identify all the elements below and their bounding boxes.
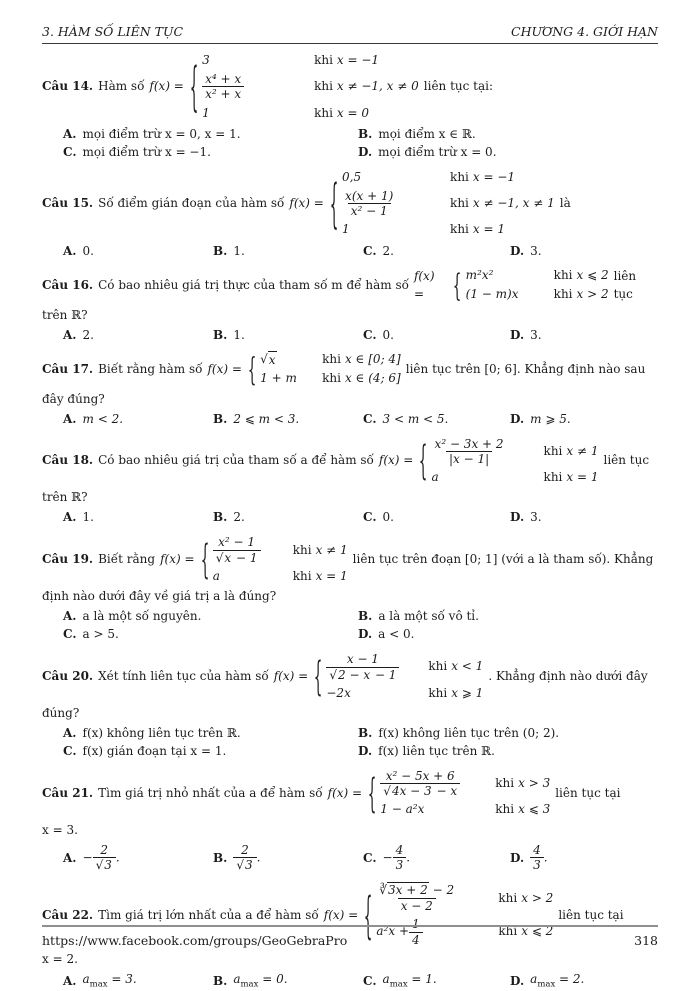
case-keyword: khi bbox=[292, 568, 312, 583]
option-label: A. bbox=[63, 725, 77, 740]
question-line bbox=[42, 435, 658, 488]
option-label: D. bbox=[510, 243, 525, 258]
option-value: a là một số nguyên. bbox=[82, 609, 202, 624]
case-condition: x ⩾ 1 bbox=[451, 685, 484, 700]
case-keyword: khi bbox=[498, 924, 518, 939]
option-label: A. bbox=[63, 510, 77, 525]
answer-options bbox=[42, 724, 658, 760]
option-label: D. bbox=[510, 850, 525, 865]
option-value: m < 2. bbox=[82, 411, 124, 426]
case-row bbox=[202, 51, 419, 70]
option-value: m ⩾ 5. bbox=[530, 411, 571, 426]
case-keyword: khi bbox=[543, 443, 563, 458]
case-row bbox=[380, 767, 550, 801]
option-label: C. bbox=[363, 411, 377, 426]
option-value: 3. bbox=[530, 243, 542, 258]
case-row bbox=[466, 267, 609, 286]
left-brace: { bbox=[367, 769, 377, 817]
case-condition: x = 1 bbox=[566, 470, 599, 485]
case-condition: x ≠ −1, x ≠ 0 bbox=[336, 79, 419, 94]
option-label: B. bbox=[358, 126, 373, 141]
case-keyword: khi bbox=[322, 371, 341, 386]
radical-sign: √ bbox=[215, 550, 224, 565]
fraction: $\frac{2}{√3}$ bbox=[93, 843, 116, 873]
case-row bbox=[466, 286, 609, 305]
question-17 bbox=[42, 351, 658, 428]
case-keyword: khi bbox=[450, 195, 469, 210]
function-notation: f(x) = bbox=[413, 269, 435, 301]
option-label: D. bbox=[510, 510, 525, 525]
case-value: 0,5 bbox=[342, 169, 362, 184]
option-b bbox=[358, 607, 658, 625]
fraction: $\frac{\text{x² − 3x + 2}}{|x - 1|}$ bbox=[434, 436, 504, 466]
left-brace: { bbox=[247, 350, 257, 389]
option-value: mọi điểm trừ x = 0, x = 1. bbox=[82, 126, 241, 141]
question-label: Câu 21. bbox=[42, 785, 94, 800]
question-continuation: trên ℝ? bbox=[42, 490, 88, 505]
option-b bbox=[213, 970, 363, 991]
case-keyword: khi bbox=[314, 79, 333, 94]
question-text: Tìm giá trị lớn nhất của a để hàm số bbox=[98, 907, 319, 922]
case-keyword: khi bbox=[314, 52, 333, 67]
option-value: 2. bbox=[233, 510, 245, 525]
case-value: a bbox=[431, 470, 439, 485]
option-label: D. bbox=[358, 144, 373, 159]
case-keyword: khi bbox=[322, 352, 341, 367]
option-b bbox=[213, 410, 363, 428]
case-row bbox=[432, 435, 599, 469]
radical-sign: √ bbox=[236, 858, 244, 873]
option-label: D. bbox=[510, 973, 525, 988]
case-keyword: khi bbox=[553, 287, 573, 302]
question-continuation: trên ℝ? bbox=[42, 307, 88, 322]
page-footer bbox=[42, 925, 658, 948]
option-label: C. bbox=[63, 627, 77, 642]
case-condition: x ∈ [0; 4] bbox=[344, 352, 401, 367]
option-label: B. bbox=[213, 243, 228, 258]
option-b bbox=[358, 125, 658, 143]
left-brace: { bbox=[189, 55, 199, 118]
case-keyword: khi bbox=[498, 890, 518, 905]
option-b bbox=[213, 326, 363, 344]
fraction: $\frac{x(x + 1)}{\text{x² − 1}}$ bbox=[345, 188, 394, 219]
piecewise-function bbox=[247, 351, 401, 389]
option-value: $a_{max} = 0$. bbox=[233, 972, 288, 990]
option-value: mọi điểm trừ x = −1. bbox=[82, 144, 211, 159]
option-value: mọi điểm x ∈ ℝ. bbox=[378, 126, 476, 141]
question-label: Câu 17. bbox=[42, 361, 94, 376]
case-row bbox=[342, 187, 555, 221]
case-row bbox=[213, 533, 348, 567]
case-keyword: khi bbox=[543, 470, 563, 485]
option-b bbox=[213, 841, 363, 875]
question-label: Câu 18. bbox=[42, 453, 94, 468]
option-value: 0. bbox=[382, 327, 394, 342]
case-condition: x > 3 bbox=[518, 776, 551, 791]
case-condition: x ≠ −1, x ≠ 1 bbox=[472, 195, 555, 210]
option-a bbox=[63, 970, 213, 991]
answer-options bbox=[42, 841, 658, 875]
case-value: 1 − a²x bbox=[380, 802, 425, 817]
option-c bbox=[363, 970, 510, 991]
case-row bbox=[326, 650, 483, 684]
option-label: C. bbox=[363, 327, 377, 342]
option-c bbox=[363, 410, 510, 428]
option-value: f(x) gián đoạn tại x = 1. bbox=[82, 743, 227, 758]
piecewise-function bbox=[329, 168, 555, 240]
option-d bbox=[510, 326, 658, 344]
question-label: Câu 20. bbox=[42, 668, 94, 683]
question-continuation: x = 3. bbox=[42, 822, 78, 837]
question-line bbox=[42, 533, 658, 586]
case-condition: x ⩽ 3 bbox=[518, 802, 551, 817]
radical-sign: √ bbox=[329, 667, 338, 682]
case-row bbox=[376, 881, 553, 915]
case-row bbox=[342, 168, 555, 187]
question-line bbox=[42, 351, 658, 389]
option-label: B. bbox=[213, 973, 228, 988]
question-text: Có bao nhiêu giá trị thực của tham số m để hàm số bbox=[98, 277, 409, 292]
option-value: − $\frac{4}{3}$ . bbox=[382, 842, 411, 873]
option-c bbox=[363, 242, 510, 260]
case-row bbox=[432, 468, 599, 487]
option-a bbox=[63, 326, 213, 344]
fraction: $\frac{\text{x⁴ + x}}{\text{x² + x}}$ bbox=[202, 72, 244, 102]
option-value: a là một số vô tỉ. bbox=[378, 609, 479, 624]
case-condition: x = 0 bbox=[336, 105, 369, 120]
question-text: liên tục tại: bbox=[423, 79, 494, 94]
option-label: A. bbox=[63, 126, 77, 141]
case-value: 3 bbox=[202, 52, 210, 67]
option-label: D. bbox=[510, 327, 525, 342]
section-title: 3. HÀM SỐ LIÊN TỤC bbox=[42, 24, 184, 39]
option-label: A. bbox=[63, 850, 77, 865]
question-text: Có bao nhiêu giá trị của tham số a để hàm số bbox=[98, 453, 374, 468]
cube-root-sign: ∛ bbox=[379, 883, 388, 898]
question-label: Câu 22. bbox=[42, 907, 94, 922]
option-label: C. bbox=[363, 243, 377, 258]
question-text: Biết rằng hàm số bbox=[98, 361, 203, 376]
case-keyword: khi bbox=[495, 802, 515, 817]
case-keyword: khi bbox=[314, 105, 333, 120]
case-value: (1 − m)x bbox=[465, 287, 519, 302]
fraction: $\frac{∛3x + 2 - 2}{x - 2}$ bbox=[379, 883, 455, 913]
answer-options bbox=[42, 242, 658, 260]
option-value: f(x) không liên tục trên ℝ. bbox=[82, 725, 241, 740]
answer-options bbox=[42, 607, 658, 643]
option-value: a > 5. bbox=[82, 627, 119, 642]
option-value: 1. bbox=[233, 243, 245, 258]
option-label: C. bbox=[63, 144, 77, 159]
question-line bbox=[42, 51, 658, 123]
function-notation: f(x) = bbox=[378, 453, 414, 468]
case-row bbox=[342, 221, 555, 240]
question-line bbox=[42, 650, 658, 703]
option-d bbox=[510, 841, 658, 875]
question-text: liên tục trên đoạn [0; 1] (với a là tham số). Khẳng bbox=[352, 552, 654, 567]
option-d bbox=[510, 970, 658, 991]
case-condition: x = 1 bbox=[472, 222, 505, 237]
case-keyword: khi bbox=[450, 222, 469, 237]
option-b bbox=[213, 242, 363, 260]
option-label: B. bbox=[358, 609, 373, 624]
answer-options bbox=[42, 410, 658, 428]
question-line bbox=[42, 767, 658, 820]
case-condition: x = 1 bbox=[315, 568, 348, 583]
case-condition: x ≠ 1 bbox=[566, 443, 599, 458]
case-row bbox=[326, 684, 483, 703]
option-c bbox=[363, 841, 510, 875]
case-condition: x ≠ 1 bbox=[315, 542, 348, 557]
option-label: B. bbox=[358, 725, 373, 740]
option-label: B. bbox=[213, 411, 228, 426]
question-18 bbox=[42, 435, 658, 527]
option-c bbox=[63, 143, 358, 161]
footer-url: https://www.facebook.com/groups/GeoGebraPro bbox=[42, 933, 348, 948]
question-line bbox=[42, 168, 658, 240]
answer-options bbox=[42, 125, 658, 161]
piecewise-function bbox=[452, 267, 608, 305]
option-value: mọi điểm trừ x = 0. bbox=[378, 144, 497, 159]
function-notation: f(x) = bbox=[323, 907, 359, 922]
option-value: $a_{max} = 2$. bbox=[530, 972, 585, 990]
option-a bbox=[63, 410, 213, 428]
fraction: $\frac{\text{x² − 5x + 6}}{√4x - 3 - x}$ bbox=[380, 769, 460, 799]
question-continuation: định nào dưới đây về giá trị a là đúng? bbox=[42, 589, 277, 604]
option-d bbox=[510, 242, 658, 260]
question-14 bbox=[42, 51, 658, 161]
piecewise-function bbox=[367, 767, 550, 820]
option-label: C. bbox=[363, 510, 377, 525]
question-text: . Khẳng định nào dưới đây bbox=[488, 668, 648, 683]
function-notation: f(x) = bbox=[327, 785, 363, 800]
question-text: Xét tính liên tục của hàm số bbox=[98, 668, 269, 683]
option-value: 1. bbox=[82, 510, 94, 525]
option-b bbox=[213, 508, 363, 526]
left-brace: { bbox=[363, 885, 373, 945]
option-value: 0. bbox=[382, 510, 394, 525]
option-label: B. bbox=[213, 850, 228, 865]
function-notation: f(x) = bbox=[273, 668, 309, 683]
function-notation: f(x) = bbox=[149, 79, 184, 94]
case-row bbox=[202, 104, 419, 123]
option-d bbox=[510, 410, 658, 428]
function-notation: f(x) = bbox=[289, 195, 324, 210]
left-brace: { bbox=[313, 652, 323, 701]
question-text: Biết rằng bbox=[98, 552, 156, 567]
case-keyword: khi bbox=[428, 685, 448, 700]
case-row bbox=[260, 351, 401, 370]
option-value: 2 ⩽ m < 3. bbox=[233, 411, 300, 426]
option-label: B. bbox=[213, 327, 228, 342]
left-brace: { bbox=[419, 436, 428, 485]
case-keyword: khi bbox=[553, 268, 573, 283]
case-condition: x ∈ (4; 6] bbox=[344, 371, 401, 386]
question-text: liên tục bbox=[613, 269, 637, 301]
option-label: D. bbox=[358, 743, 373, 758]
option-a bbox=[63, 607, 358, 625]
option-c bbox=[363, 508, 510, 526]
case-condition: x ⩽ 2 bbox=[521, 924, 554, 939]
option-value: f(x) liên tục trên ℝ. bbox=[378, 743, 495, 758]
case-row bbox=[202, 70, 419, 104]
option-value: 2. bbox=[82, 327, 94, 342]
case-value: a²x + $\frac{1}{4}$ bbox=[376, 915, 498, 949]
answer-options bbox=[42, 508, 658, 526]
option-label: D. bbox=[358, 627, 373, 642]
case-condition: x = −1 bbox=[336, 52, 380, 67]
question-continuation: x = 2. bbox=[42, 952, 78, 967]
question-text: liên tục trên [0; 6]. Khẳng định nào sau bbox=[405, 361, 646, 376]
question-text: Tìm giá trị nhỏ nhất của a để hàm số bbox=[98, 785, 323, 800]
option-value: − $\frac{2}{√3}$ . bbox=[82, 842, 120, 873]
left-brace: { bbox=[200, 535, 209, 584]
option-label: B. bbox=[213, 510, 228, 525]
option-c bbox=[363, 326, 510, 344]
question-15 bbox=[42, 168, 658, 260]
option-value: a < 0. bbox=[378, 627, 415, 642]
case-value: −2x bbox=[326, 685, 351, 700]
option-d bbox=[358, 625, 658, 643]
question-continuation: đúng? bbox=[42, 705, 80, 720]
case-row bbox=[380, 801, 550, 820]
question-continuation: đây đúng? bbox=[42, 391, 105, 406]
chapter-title: CHƯƠNG 4. GIỚI HẠN bbox=[511, 24, 658, 39]
page-header bbox=[42, 24, 658, 44]
case-value: 1 bbox=[202, 105, 210, 120]
fraction: $\frac{\text{x² − 1}}{√x - 1}$ bbox=[213, 535, 261, 565]
option-d bbox=[358, 143, 658, 161]
case-condition: x > 2 bbox=[576, 287, 609, 302]
question-label: Câu 16. bbox=[42, 277, 94, 292]
piecewise-function bbox=[189, 51, 419, 123]
option-value: $\frac{2}{√3}$ . bbox=[233, 841, 260, 875]
question-16 bbox=[42, 267, 658, 344]
fraction: $\frac{2}{√3}$ bbox=[233, 843, 256, 873]
option-b bbox=[358, 724, 658, 742]
option-c bbox=[63, 625, 358, 643]
option-a bbox=[63, 508, 213, 526]
case-keyword: khi bbox=[428, 659, 448, 674]
radical-sign: √ bbox=[260, 352, 268, 367]
option-label: C. bbox=[63, 743, 77, 758]
question-text: là bbox=[559, 195, 571, 210]
answer-options bbox=[42, 326, 658, 344]
question-text: liên tục tại bbox=[558, 907, 624, 922]
question-21 bbox=[42, 767, 658, 875]
option-label: D. bbox=[510, 411, 525, 426]
question-label: Câu 14. bbox=[42, 79, 94, 94]
radical-sign: √ bbox=[95, 858, 104, 873]
question-text: Hàm số bbox=[98, 79, 145, 94]
question-line bbox=[42, 267, 658, 305]
page-number: 318 bbox=[634, 933, 658, 948]
case-value: 1 bbox=[342, 222, 350, 237]
question-19 bbox=[42, 533, 658, 643]
case-keyword: khi bbox=[495, 776, 515, 791]
question-label: Câu 19. bbox=[42, 552, 94, 567]
question-label: Câu 15. bbox=[42, 195, 94, 210]
piecewise-function bbox=[200, 533, 348, 586]
option-a bbox=[63, 242, 213, 260]
question-text: liên tục tại bbox=[555, 785, 621, 800]
case-condition: x = −1 bbox=[472, 169, 516, 184]
case-keyword: khi bbox=[292, 542, 312, 557]
option-label: A. bbox=[63, 411, 77, 426]
case-condition: x ⩽ 2 bbox=[576, 268, 609, 283]
question-text: liên tục bbox=[603, 453, 650, 468]
option-d bbox=[358, 742, 658, 760]
option-a bbox=[63, 724, 358, 742]
option-value: f(x) không liên tục trên (0; 2). bbox=[378, 725, 560, 740]
option-value: 2. bbox=[382, 243, 394, 258]
case-value: √ x bbox=[260, 351, 322, 369]
question-text: Số điểm gián đoạn của hàm số bbox=[98, 195, 285, 210]
option-label: A. bbox=[63, 243, 77, 258]
left-brace: { bbox=[329, 172, 339, 235]
piecewise-function bbox=[313, 650, 483, 703]
option-label: C. bbox=[363, 973, 377, 988]
option-label: A. bbox=[63, 609, 77, 624]
option-a bbox=[63, 125, 358, 143]
function-notation: f(x) = bbox=[207, 361, 242, 376]
case-value: m²x² bbox=[465, 268, 494, 283]
case-condition: x > 2 bbox=[521, 890, 554, 905]
option-value: $a_{max} = 1$. bbox=[382, 972, 437, 990]
option-d bbox=[510, 508, 658, 526]
fraction: $\frac{1}{4}$ bbox=[409, 917, 423, 947]
fraction: $\frac{x - 1}{√2 - x - 1}$ bbox=[326, 652, 399, 682]
radical-sign: √ bbox=[383, 784, 391, 799]
option-c bbox=[63, 742, 358, 760]
case-condition: x < 1 bbox=[451, 659, 484, 674]
option-value: 0. bbox=[82, 243, 94, 258]
case-value: a bbox=[212, 568, 220, 583]
option-label: A. bbox=[63, 327, 77, 342]
option-value: $\frac{4}{3}$ . bbox=[530, 841, 547, 875]
case-value: 1 + m bbox=[260, 371, 297, 386]
case-row bbox=[260, 370, 401, 389]
fraction: $\frac{4}{3}$ bbox=[393, 843, 407, 873]
option-label: C. bbox=[363, 850, 377, 865]
question-20 bbox=[42, 650, 658, 760]
piecewise-function bbox=[418, 435, 598, 488]
fraction: $\frac{4}{3}$ bbox=[530, 843, 544, 873]
option-label: A. bbox=[63, 973, 77, 988]
option-a bbox=[63, 841, 213, 875]
case-keyword: khi bbox=[450, 169, 469, 184]
case-row bbox=[213, 567, 348, 586]
left-brace: { bbox=[453, 267, 462, 304]
option-value: 3 < m < 5. bbox=[382, 411, 449, 426]
option-value: 3. bbox=[530, 510, 542, 525]
option-value: 3. bbox=[530, 327, 542, 342]
function-notation: f(x) = bbox=[160, 552, 195, 567]
answer-options bbox=[42, 970, 658, 991]
option-value: 1. bbox=[233, 327, 245, 342]
option-value: $a_{max} = 3$. bbox=[82, 972, 137, 990]
